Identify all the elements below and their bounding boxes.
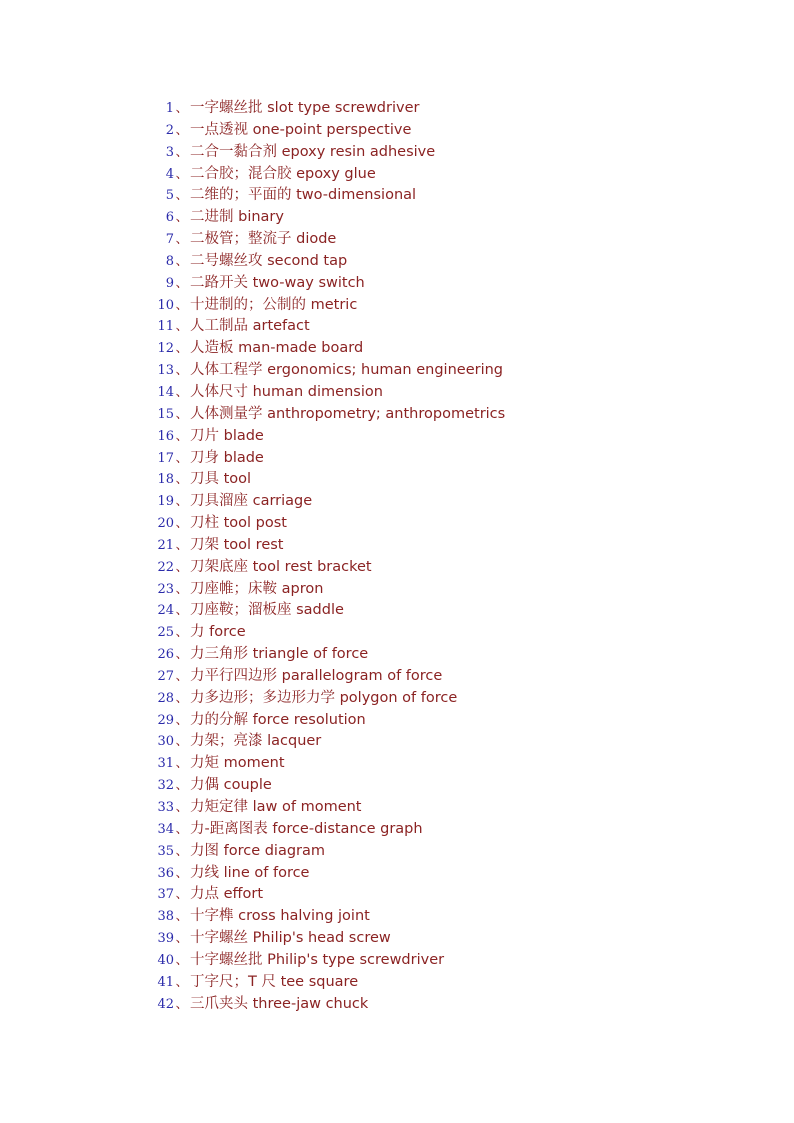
entry-number: 8 <box>165 253 174 269</box>
entry-number: 36 <box>157 865 174 881</box>
entry-number: 9 <box>165 275 174 291</box>
entry-separator: 、 <box>175 166 189 182</box>
entry-separator: 、 <box>175 647 189 663</box>
entry-separator: 、 <box>175 734 189 750</box>
entry-term: 十进制的；公制的 metric <box>190 296 358 313</box>
entry-term: 刀具 tool <box>190 471 252 488</box>
glossary-entry <box>150 774 505 796</box>
entry-number: 34 <box>157 821 174 837</box>
entry-number: 39 <box>157 931 174 947</box>
glossary-entry <box>150 687 505 709</box>
entry-separator: 、 <box>175 778 189 794</box>
entry-number: 15 <box>157 406 174 422</box>
entry-separator: 、 <box>175 712 189 728</box>
glossary-entry <box>150 927 505 949</box>
entry-term: 力-距离图表 force-distance graph <box>190 820 423 837</box>
glossary-entry <box>150 643 505 665</box>
entry-term: 二合胶；混合胶 epoxy glue <box>190 165 376 182</box>
entry-separator: 、 <box>175 887 189 903</box>
entry-separator: 、 <box>175 603 189 619</box>
entry-separator: 、 <box>175 210 189 226</box>
entry-term: 力架；亮漆 lacquer <box>190 733 322 750</box>
entry-number: 13 <box>157 363 174 379</box>
glossary-entry <box>150 599 505 621</box>
entry-number: 31 <box>157 756 174 772</box>
entry-term: 力多边形；多边形力学 polygon of force <box>190 689 458 706</box>
entry-number: 16 <box>157 428 174 444</box>
entry-number: 20 <box>157 516 174 532</box>
entry-term: 二号螺丝攻 second tap <box>190 252 348 269</box>
entry-separator: 、 <box>175 406 189 422</box>
entry-number: 22 <box>157 559 174 575</box>
entry-term: 二合一黏合剂 epoxy resin adhesive <box>190 143 436 160</box>
glossary-entry <box>150 840 505 862</box>
glossary-entry <box>150 184 505 206</box>
entry-separator: 、 <box>175 537 189 553</box>
entry-number: 41 <box>157 974 174 990</box>
glossary-entry <box>150 993 505 1015</box>
entry-term: 力点 effort <box>190 886 264 903</box>
entry-separator: 、 <box>175 101 189 116</box>
entry-term: 二进制 binary <box>190 209 284 226</box>
glossary-entry <box>150 556 505 578</box>
entry-term: 丁字尺；T 尺 tee square <box>190 973 359 990</box>
entry-separator: 、 <box>175 690 189 706</box>
entry-number: 33 <box>157 800 174 815</box>
entry-term: 二维的；平面的 two-dimensional <box>190 187 417 204</box>
entry-separator: 、 <box>175 384 189 400</box>
entry-number: 7 <box>165 232 174 248</box>
entry-term: 三爪夹头 three-jaw chuck <box>190 995 369 1012</box>
entry-separator: 、 <box>175 428 189 444</box>
entry-separator: 、 <box>175 232 189 248</box>
entry-number: 4 <box>165 166 174 182</box>
entry-separator: 、 <box>175 516 189 532</box>
entry-number: 35 <box>157 843 174 859</box>
entry-term: 力 force <box>190 624 246 641</box>
entry-number: 19 <box>157 494 174 510</box>
entry-number: 24 <box>157 603 174 619</box>
entry-number: 10 <box>157 297 174 313</box>
entry-separator: 、 <box>175 275 189 291</box>
entry-separator: 、 <box>175 472 189 488</box>
entry-separator: 、 <box>175 625 189 641</box>
glossary-entry <box>150 97 505 119</box>
glossary-entry <box>150 665 505 687</box>
entry-separator: 、 <box>175 996 189 1012</box>
entry-number: 42 <box>157 996 174 1012</box>
entry-separator: 、 <box>175 122 189 138</box>
glossary-entry <box>150 163 505 185</box>
entry-number: 27 <box>157 668 174 684</box>
glossary-entry <box>150 621 505 643</box>
entry-separator: 、 <box>175 800 189 815</box>
glossary-entry <box>150 971 505 993</box>
entry-term: 二路开关 two-way switch <box>190 274 365 291</box>
entry-term: 刀身 blade <box>190 449 264 466</box>
entry-term: 一点透视 one-point perspective <box>190 121 412 138</box>
glossary-entry <box>150 228 505 250</box>
entry-separator: 、 <box>175 494 189 510</box>
glossary-entry <box>150 447 505 469</box>
glossary-entry <box>150 883 505 905</box>
glossary-entry <box>150 119 505 141</box>
entry-separator: 、 <box>175 756 189 772</box>
entry-separator: 、 <box>175 341 189 357</box>
entry-number: 25 <box>157 625 174 641</box>
entry-number: 28 <box>157 690 174 706</box>
glossary-list <box>150 97 505 1014</box>
glossary-entry <box>150 294 505 316</box>
entry-term: 刀架底座 tool rest bracket <box>190 558 372 575</box>
entry-separator: 、 <box>175 668 189 684</box>
entry-number: 38 <box>157 909 174 925</box>
glossary-entry <box>150 403 505 425</box>
entry-number: 18 <box>157 472 174 488</box>
entry-term: 人造板 man-made board <box>190 340 364 357</box>
entry-term: 一字螺丝批 slot type screwdriver <box>190 100 420 116</box>
entry-separator: 、 <box>175 865 189 881</box>
entry-number: 32 <box>157 778 174 794</box>
entry-term: 十字榫 cross halving joint <box>190 908 370 925</box>
entry-number: 2 <box>165 122 174 138</box>
entry-term: 十字螺丝 Philip's head screw <box>190 930 391 947</box>
entry-number: 12 <box>157 341 174 357</box>
entry-term: 力三角形 triangle of force <box>190 646 369 663</box>
glossary-entry <box>150 905 505 927</box>
glossary-entry <box>150 337 505 359</box>
glossary-entry <box>150 141 505 163</box>
entry-number: 26 <box>157 647 174 663</box>
glossary-entry <box>150 512 505 534</box>
entry-separator: 、 <box>175 843 189 859</box>
entry-term: 刀架 tool rest <box>190 536 284 553</box>
entry-term: 力偶 couple <box>190 777 272 794</box>
entry-separator: 、 <box>175 450 189 466</box>
entry-number: 17 <box>157 450 174 466</box>
entry-term: 人体尺寸 human dimension <box>190 383 383 400</box>
glossary-entry <box>150 752 505 774</box>
entry-number: 11 <box>157 319 174 335</box>
glossary-entry <box>150 818 505 840</box>
glossary-entry <box>150 490 505 512</box>
glossary-entry <box>150 359 505 381</box>
entry-separator: 、 <box>175 188 189 204</box>
glossary-entry <box>150 425 505 447</box>
entry-separator: 、 <box>175 821 189 837</box>
glossary-entry <box>150 206 505 228</box>
entry-term: 力图 force diagram <box>190 842 326 859</box>
entry-term: 力线 line of force <box>190 864 310 881</box>
entry-number: 6 <box>165 210 174 226</box>
glossary-entry <box>150 250 505 272</box>
entry-term: 力的分解 force resolution <box>190 711 366 728</box>
entry-separator: 、 <box>175 559 189 575</box>
glossary-entry <box>150 272 505 294</box>
entry-number: 21 <box>157 537 174 553</box>
entry-term: 人体工程学 ergonomics; human engineering <box>190 362 503 379</box>
glossary-entry <box>150 796 505 818</box>
glossary-entry <box>150 468 505 490</box>
entry-number: 23 <box>157 581 174 597</box>
entry-term: 十字螺丝批 Philip's type screwdriver <box>190 951 445 968</box>
glossary-entry <box>150 381 505 403</box>
entry-number: 1 <box>165 101 174 116</box>
glossary-entry <box>150 862 505 884</box>
glossary-entry <box>150 709 505 731</box>
entry-term: 力矩定律 law of moment <box>190 799 362 815</box>
entry-separator: 、 <box>175 297 189 313</box>
entry-term: 力矩 moment <box>190 755 285 772</box>
entry-term: 人工制品 artefact <box>190 318 310 335</box>
entry-term: 刀柱 tool post <box>190 515 287 532</box>
entry-separator: 、 <box>175 581 189 597</box>
entry-separator: 、 <box>175 363 189 379</box>
entry-term: 刀具溜座 carriage <box>190 493 313 510</box>
entry-term: 人体测量学 anthropometry; anthropometrics <box>190 405 506 422</box>
entry-term: 刀座鞍；溜板座 saddle <box>190 602 344 619</box>
entry-term: 二极管；整流子 diode <box>190 231 337 248</box>
glossary-entry <box>150 578 505 600</box>
entry-number: 3 <box>165 144 174 160</box>
entry-number: 37 <box>157 887 174 903</box>
glossary-entry <box>150 315 505 337</box>
entry-separator: 、 <box>175 952 189 968</box>
entry-number: 14 <box>157 384 174 400</box>
glossary-entry <box>150 949 505 971</box>
entry-number: 29 <box>157 712 174 728</box>
entry-separator: 、 <box>175 909 189 925</box>
entry-term: 刀片 blade <box>190 427 264 444</box>
entry-separator: 、 <box>175 253 189 269</box>
entry-separator: 、 <box>175 319 189 335</box>
entry-term: 刀座帷；床鞍 apron <box>190 580 324 597</box>
entry-number: 40 <box>157 952 174 968</box>
entry-separator: 、 <box>175 144 189 160</box>
glossary-entry <box>150 730 505 752</box>
entry-separator: 、 <box>175 974 189 990</box>
entry-number: 5 <box>165 188 174 204</box>
entry-term: 力平行四边形 parallelogram of force <box>190 667 443 684</box>
entry-separator: 、 <box>175 931 189 947</box>
entry-number: 30 <box>157 734 174 750</box>
glossary-entry <box>150 534 505 556</box>
